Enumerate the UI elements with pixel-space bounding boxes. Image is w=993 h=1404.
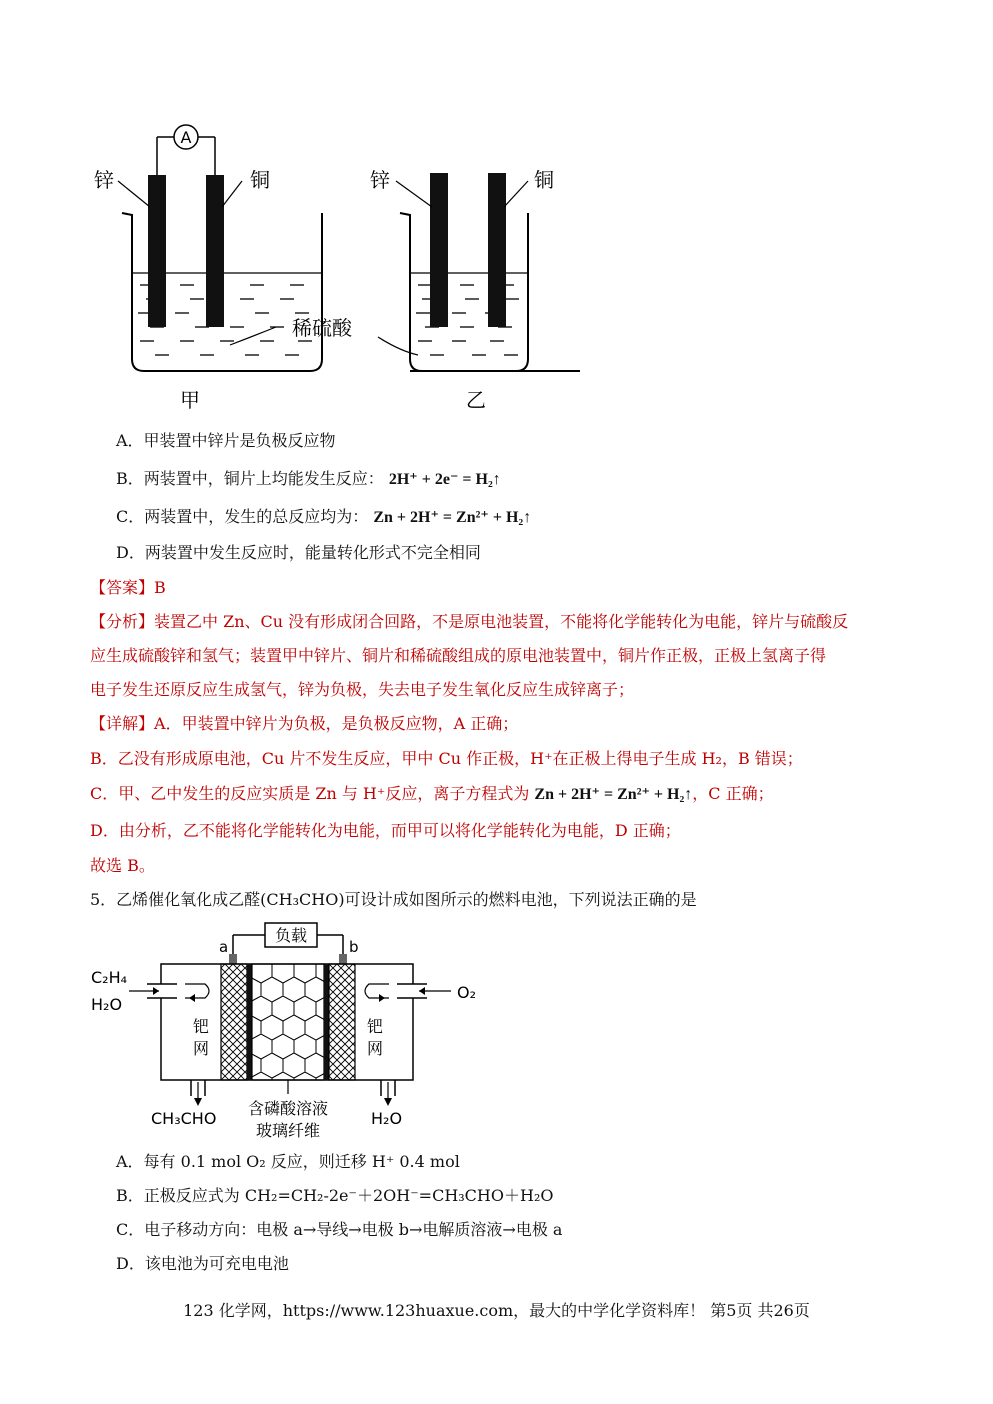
ch3cho-label: CH₃CHO	[151, 1109, 217, 1128]
beaker-jia	[94, 125, 322, 412]
beaker-yi	[370, 168, 580, 412]
acid-label: 稀硫酸	[292, 316, 352, 340]
o2-label: O₂	[457, 983, 477, 1002]
q4-option-c-text: C．两装置中，发生的总反应均为：	[116, 507, 369, 526]
q5-option-b: B．正极反应式为 CH₂=CH₂-2e⁻＋2OH⁻=CH₃CHO＋H₂O	[116, 1186, 554, 1205]
detail-line-4: D．由分析，乙不能将化学能转化为电能，而甲可以将化学能转化为电能，D 正确；	[90, 821, 681, 840]
copper-label-jia: 铜	[250, 168, 270, 192]
q4-option-b	[116, 468, 501, 491]
pd-right-label-2: 网	[367, 1039, 384, 1058]
fuel-cell-figure	[85, 920, 505, 1145]
answer	[90, 577, 166, 599]
copper-label-yi: 铜	[534, 168, 554, 192]
q5-option-a: A．每有 0.1 mol O₂ 反应，则迁移 H⁺ 0.4 mol	[116, 1152, 460, 1171]
q5-option-d: D．该电池为可充电电池	[116, 1254, 289, 1273]
q5-option-c: C．电子移动方向：电极 a→导线→电极 b→电解质溶液→电极 a	[116, 1220, 563, 1239]
page-footer: 123 化学网，https://www.123huaxue.com，最大的中学化学资料库！ 第5页 共26页	[183, 1301, 810, 1320]
q4-option-c-formula: Zn + 2H⁺ = Zn²⁺ + H₂↑	[373, 509, 532, 526]
q4-option-b-formula: 2H⁺ + 2e⁻ = H₂↑	[388, 471, 501, 488]
zinc-label-jia: 锌	[94, 168, 114, 192]
h2o-inlet-label: H₂O	[91, 995, 123, 1014]
load-label: 负载	[274, 926, 308, 945]
detail-text-1: A．甲装置中锌片为负极，是负极反应物，A 正确；	[154, 714, 519, 733]
detail-3-formula: Zn + 2H⁺ = Zn²⁺ + H₂↑	[534, 786, 693, 803]
q4-option-a: A．甲装置中锌片是负极反应物	[116, 431, 336, 450]
detail-line-2: B．乙没有形成原电池，Cu 片不发生反应，甲中 Cu 作正极，H⁺在正极上得电子生成 H₂，B 错误；	[90, 749, 803, 768]
galvanic-cells-figure	[80, 115, 580, 425]
q4-option-c	[116, 506, 531, 529]
pd-left-label-2: 网	[193, 1039, 210, 1058]
answer-value: B	[154, 578, 166, 597]
analysis-label: 【分析】	[90, 612, 155, 631]
membrane-label-2: 玻璃纤维	[255, 1121, 321, 1140]
label-yi: 乙	[466, 388, 486, 412]
q4-option-d: D．两装置中发生反应时，能量转化形式不完全相同	[116, 543, 481, 562]
pd-left-label-1: 钯	[193, 1017, 210, 1036]
electrode-b-label: b	[349, 938, 359, 956]
membrane-label-1: 含磷酸溶液	[247, 1099, 329, 1118]
detail-3-post: ，C 正确；	[692, 784, 774, 803]
detail-line-3	[90, 783, 774, 806]
c2h4-label: C₂H₄	[91, 968, 128, 987]
pd-right-label-1: 钯	[367, 1017, 384, 1036]
analysis-line-3: 电子发生还原反应生成氢气，锌为负极，失去电子发生氧化反应生成锌离子；	[90, 680, 635, 699]
detail-label: 【详解】	[90, 714, 155, 733]
label-jia: 甲	[180, 388, 200, 412]
conclusion: 故选 B。	[90, 856, 155, 875]
q4-option-b-text: B．两装置中，铜片上均能发生反应：	[116, 469, 384, 488]
answer-label: 【答案】	[90, 578, 155, 597]
h2o-outlet-label: H₂O	[371, 1109, 403, 1128]
analysis-text-1: 装置乙中 Zn、Cu 没有形成闭合回路，不是原电池装置，不能将化学能转化为电能，锌片与硫酸反	[154, 612, 849, 631]
detail-line-1	[90, 713, 518, 735]
analysis-line-1	[90, 611, 848, 633]
zinc-label-yi: 锌	[370, 168, 390, 192]
q5-stem: 5．乙烯催化氧化成乙醛(CH₃CHO)可设计成如图所示的燃料电池，下列说法正确的是	[90, 890, 697, 909]
detail-3-pre: C．甲、乙中发生的反应实质是 Zn 与 H⁺反应，离子方程式为	[90, 784, 530, 803]
electrode-a-label: a	[219, 938, 229, 956]
ammeter-label: A	[180, 128, 192, 147]
analysis-line-2: 应生成硫酸锌和氢气；装置甲中锌片、铜片和稀硫酸组成的原电池装置中，铜片作正极，正极上氢离子得	[90, 646, 827, 665]
